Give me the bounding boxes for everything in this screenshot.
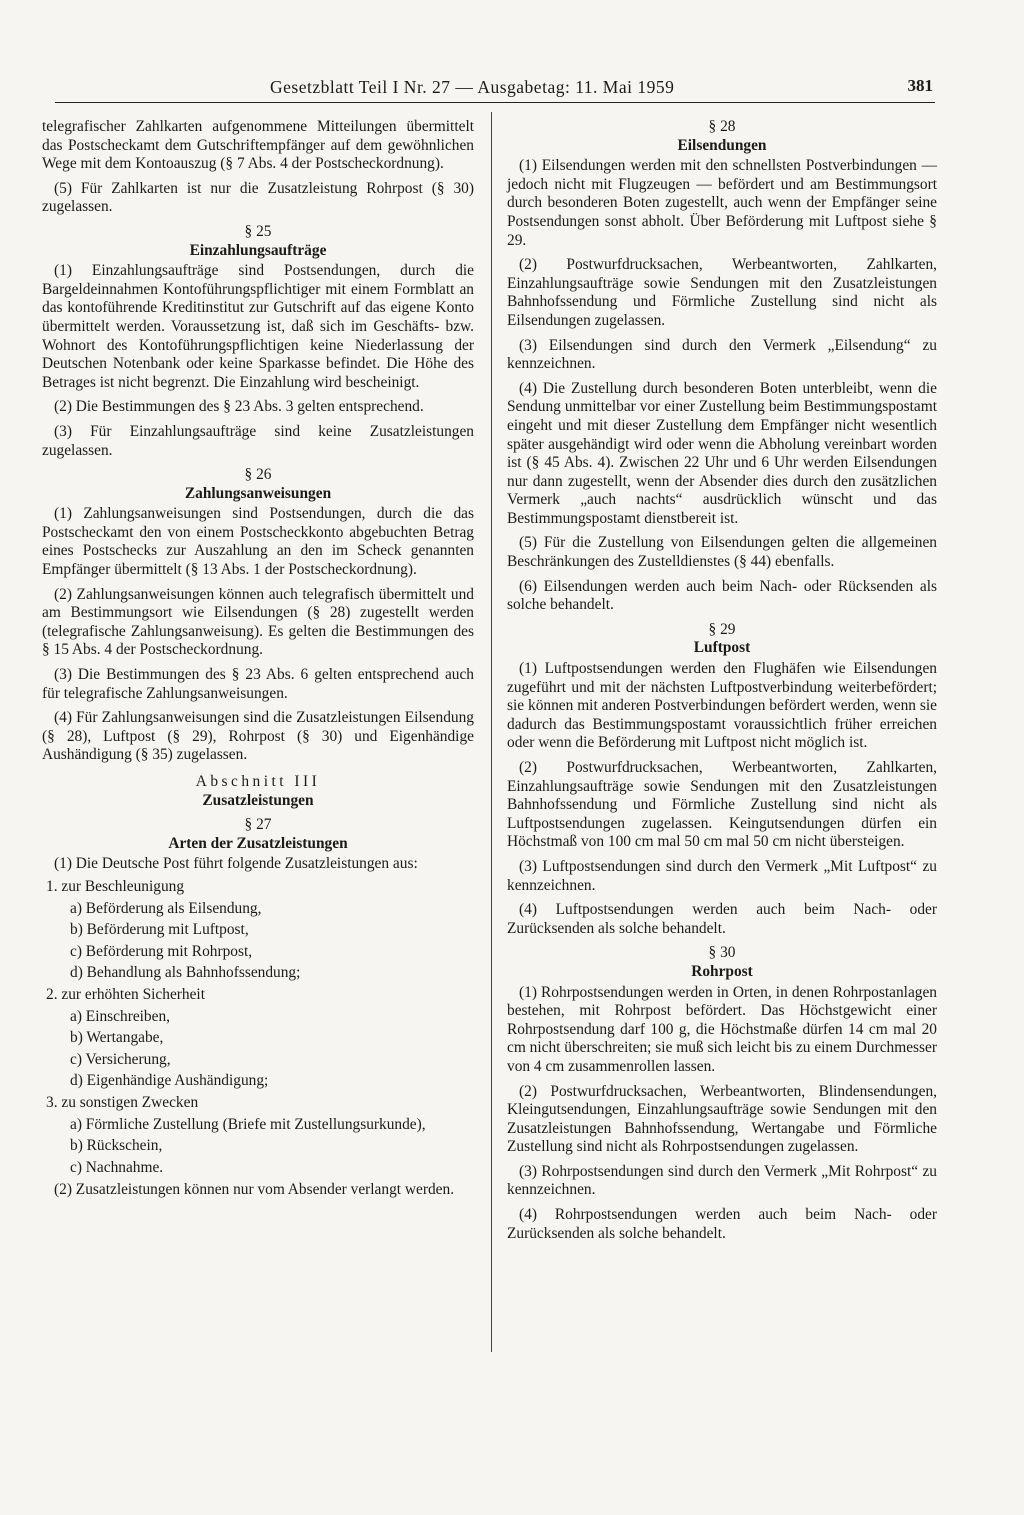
section-number: § 28	[708, 118, 736, 135]
section-number: § 27	[244, 816, 272, 834]
paragraph: (4) Luftpostsendungen werden auch beim Nach- oder Zurücksenden als solche behandelt.	[507, 901, 937, 937]
list-item: d) Eigenhändige Aushändigung;	[70, 1072, 269, 1090]
publication-title: Gesetzblatt Teil I Nr. 27 — Ausgabetag: 11. Mai 1959	[270, 77, 675, 97]
paragraph: (4) Rohrpostsendungen werden auch beim Nach- oder Zurücksenden als solche behandelt.	[507, 1206, 937, 1242]
paragraph: (3) Für Einzahlungsaufträge sind keine Zusatzleistungen zugelassen.	[42, 422, 474, 459]
paragraph: (4) Für Zahlungsanweisungen sind die Zusatzleistungen Eilsendung (§ 28), Luftpost (§ 29), Rohrpost (§ 30) und Eigenhändige Aushändigung (§ 35) zugelassen.	[42, 709, 474, 764]
paragraph: (1) Zahlungsanweisungen sind Postsendungen, durch die das Postscheckamt den von einem Postscheckkonto abgebuchten Betrag eines Postschecks zur Auszahlung an den im Scheck genannten Empfänger übermittelt (§ 13 Abs. 1 der Postscheckordnung).	[42, 505, 474, 579]
page-number: 381	[907, 76, 933, 95]
list-item: c) Beförderung mit Rohrpost,	[70, 942, 253, 960]
paragraph: (6) Eilsendungen werden auch beim Nach- oder Rücksenden als solche behandelt.	[507, 577, 937, 614]
paragraph: (2) Postwurfdrucksachen, Werbeantworten, Zahlkarten, Einzahlungsaufträge sowie Sendungen mit den Zusatzleistungen Bahnhofssendung und Förmliche Zustellung sind nicht als Luftpostsendungen zugelassen. Keingutsendungen dürfen ein Höchstmaß von 100 cm mal 50 cm mal 50 cm nicht übersteigen.	[507, 759, 937, 851]
paragraph: (1) Luftpostsendungen werden den Flughäfen wie Eilsendungen zugeführt und mit der nächsten Luftpostverbindung weiterbefördert; sie können mit anderen Postverbindungen befördert werden, wenn sie dadurch das Bestimmungspostamt voraussichtlich früher erreichen oder wenn die Beförderung mit Luftpost nicht möglich ist.	[507, 660, 937, 752]
list-item: a) Einschreiben,	[70, 1007, 170, 1025]
paragraph: (1) Einzahlungsaufträge sind Postsendungen, durch die Bargeldeinnahmen Kontoführungspflichtiger mit einem Formblatt an das kontoführende Kreditinstitut zur Gutschrift auf das eigene Konto übermittelt werden. Voraussetzung ist, daß sich im Geschäfts- bzw. Wohnort des Kontoführungspflichtigen keine Niederlassung der Deutschen Notenbank oder keine Sparkasse befindet. Die Höhe des Betrages ist nicht begrenzt. Die Einzahlung wird bescheinigt.	[42, 262, 474, 391]
paragraph: (2) Zahlungsanweisungen können auch telegrafisch übermittelt und am Bestimmungsort wie Eilsendungen (§ 28) zugestellt werden (telegrafische Zahlungsanweisung). Es gelten die Bestimmungen des § 15 Abs. 4 der Postscheckordnung.	[42, 585, 474, 659]
paragraph: (1) Eilsendungen werden mit den schnellsten Postverbindungen — jedoch nicht mit Flugzeugen — befördert und am Bestimmungsort durch besonderen Boten zugestellt, auch wenn der Empfänger seine Postsendungen sonst abholt. Über Beförderung mit Luftpost siehe § 29.	[507, 157, 937, 249]
paragraph: (3) Eilsendungen sind durch den Vermerk „Eilsendung“ zu kennzeichnen.	[507, 336, 937, 373]
section-title: Arten der Zusatzleistungen	[168, 834, 348, 852]
section-number: § 30	[708, 944, 736, 962]
service-list	[42, 878, 474, 1177]
section-title: Luftpost	[693, 639, 751, 657]
chapter-title: Zusatzleistungen	[202, 791, 314, 809]
list-group: 3. zu sonstigen Zwecken	[46, 1093, 199, 1111]
paragraph: (1) Die Deutsche Post führt folgende Zusatzleistungen aus:	[54, 855, 418, 873]
paragraph: (2) Postwurfdrucksachen, Werbeantworten, Zahlkarten, Einzahlungsaufträge sowie Sendungen mit den Zusatzleistungen Bahnhofssendung und Förmliche Zustellung sind nicht als Eilsendungen zugelassen.	[507, 256, 937, 329]
list-item: c) Nachnahme.	[70, 1158, 164, 1176]
paragraph: (3) Luftpostsendungen sind durch den Vermerk „Mit Luftpost“ zu kennzeichnen.	[507, 857, 937, 894]
section-title: Eilsendungen	[677, 136, 767, 154]
list-group: 1. zur Beschleunigung	[46, 877, 185, 895]
chapter-heading: Abschnitt III	[195, 773, 321, 790]
paragraph: (4) Die Zustellung durch besonderen Boten unterbleibt, wenn die Sendung unmittelbar vor einer Zustellung beim Bestimmungspostamt eingeht und mit dieser Zustellung dem Empfänger nicht wesentlich später ausgehändigt wird oder wenn die Abholung vereinbart worden ist (§ 45 Abs. 4). Zwischen 22 Uhr und 6 Uhr werden Eilsendungen nur dann zugestellt, wenn der Absender dies durch den zusätzlichen Vermerk „auch nachts“ ausdrücklich wünscht und das Bestimmungspostamt dienstbereit ist.	[507, 379, 937, 527]
paragraph: (2) Postwurfdrucksachen, Werbeantworten, Blindensendungen, Kleingutsendungen, Einzahlungsaufträge sowie Sendungen mit den Zusatzleistungen Bahnhofssendung, Wertangabe und Förmliche Zustellung sind nicht als Rohrpostsendungen zugelassen.	[507, 1082, 937, 1156]
column-divider	[491, 112, 492, 1352]
section-title: Einzahlungsaufträge	[189, 241, 327, 259]
right-column	[507, 118, 937, 1249]
paragraph: (1) Rohrpostsendungen werden in Orten, in denen Rohrpostanlagen bestehen, mit Rohrpost befördert. Das Höchstgewicht einer Rohrpostsendung darf 100 g, die Höchstmaße dürfen 14 cm mal 20 cm nicht überschreiten; sie muß sich leicht bis zu einem Durchmesser von 4 cm zusammenrollen lassen.	[507, 983, 937, 1075]
list-item: a) Förmliche Zustellung (Briefe mit Zustellungsurkunde),	[70, 1115, 426, 1133]
section-title: Rohrpost	[691, 962, 753, 980]
paragraph: (5) Für die Zustellung von Eilsendungen gelten die allgemeinen Beschränkungen des Zustelldienstes (§ 44) ebenfalls.	[507, 534, 937, 571]
paragraph: (5) Für Zahlkarten ist nur die Zusatzleistung Rohrpost (§ 30) zugelassen.	[42, 179, 474, 216]
list-item: b) Beförderung mit Luftpost,	[70, 921, 249, 939]
section-number: § 29	[708, 620, 736, 638]
section-number: § 26	[244, 466, 272, 484]
paragraph: (2) Die Bestimmungen des § 23 Abs. 3 gelten entsprechend.	[54, 398, 424, 416]
list-group: 2. zur erhöhten Sicherheit	[46, 985, 205, 1003]
list-item: b) Wertangabe,	[70, 1029, 164, 1047]
list-item: b) Rückschein,	[70, 1137, 163, 1155]
paragraph: (3) Die Bestimmungen des § 23 Abs. 6 gelten entsprechend auch für telegrafische Zahlungsanweisungen.	[42, 666, 474, 702]
paragraph-continued: telegrafischer Zahlkarten aufgenommene Mitteilungen übermittelt das Postscheckamt dem Gutschriftempfänger auf dem gewöhnlichen Wege mit dem Kontoauszug (§ 7 Abs. 4 der Postscheckordnung).	[42, 118, 474, 173]
list-item: a) Beförderung als Eilsendung,	[70, 899, 262, 917]
left-column	[42, 118, 474, 1206]
page-header	[55, 76, 935, 103]
paragraph: (3) Rohrpostsendungen sind durch den Vermerk „Mit Rohrpost“ zu kennzeichnen.	[507, 1162, 937, 1199]
list-item: c) Versicherung,	[70, 1050, 171, 1068]
list-item: d) Behandlung als Bahnhofssendung;	[70, 964, 301, 982]
section-title: Zahlungsanweisungen	[184, 484, 332, 502]
section-number: § 25	[244, 222, 272, 240]
paragraph: (2) Zusatzleistungen können nur vom Absender verlangt werden.	[54, 1181, 455, 1199]
